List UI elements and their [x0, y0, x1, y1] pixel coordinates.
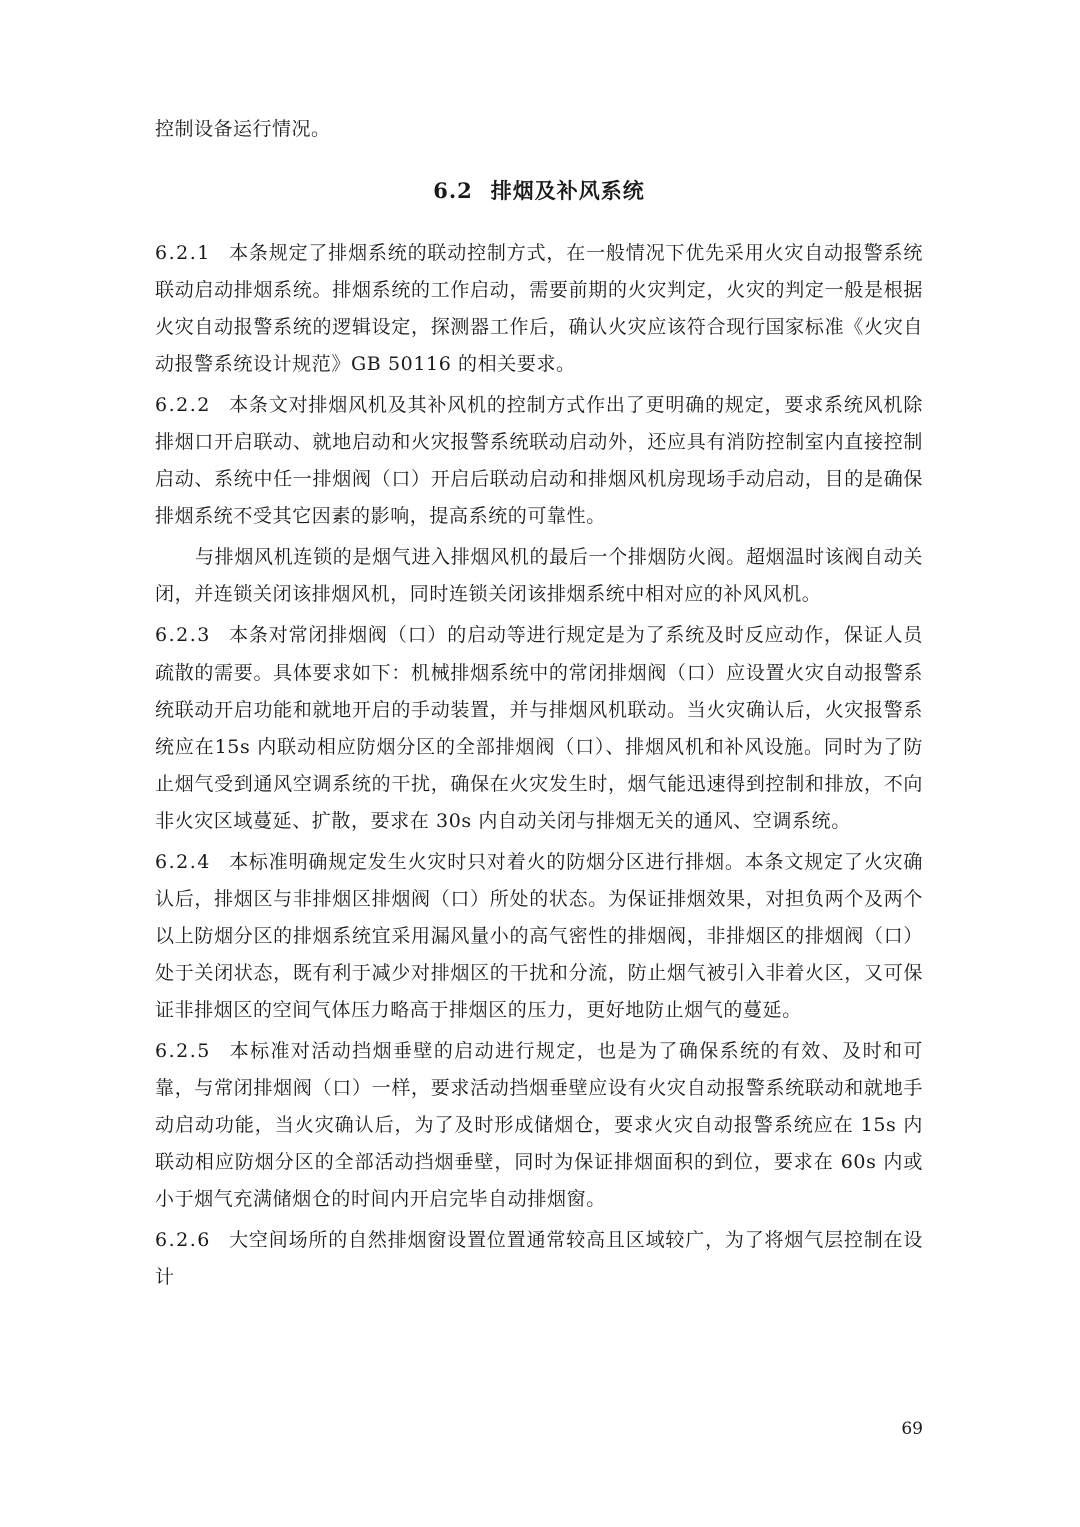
- page-number: 69: [901, 1419, 923, 1439]
- paragraph-text: 本标准明确规定发生火灾时只对着火的防烟分区进行排烟。本条文规定了火灾确认后，排烟区与非排烟区排烟阀（口）所处的状态。为保证排烟效果，对担负两个及两个以上防烟分区的排烟系统宜采用漏风量小的高气密性的排烟阀，非排烟区的排烟阀（口）处于关闭状态，既有利于减少对排烟区的干扰和分流，防止烟气被引入非着火区，又可保证非排烟区的空间气体压力略高于排烟区的压力，更好地防止烟气的蔓延。: [155, 850, 923, 1021]
- paragraph-index: 6.2.6: [155, 1229, 211, 1252]
- paragraph-text: 与排烟风机连锁的是烟气进入排烟风机的最后一个排烟防火阀。超烟温时该阀自动关闭，并连锁关闭该排烟风机，同时连锁关闭该排烟系统中相对应的补风风机。: [155, 546, 923, 606]
- paragraph-6-2-2-continued: [155, 539, 923, 613]
- paragraph-index: 6.2.3: [155, 624, 211, 647]
- paragraph-6-2-2: [155, 387, 923, 535]
- paragraph-text: 本标准对活动挡烟垂壁的启动进行规定，也是为了确保系统的有效、及时和可靠，与常闭排烟阀（口）一样，要求活动挡烟垂壁应设有火灾自动报警系统联动和就地手动启动功能，当火灾确认后，为了及时形成储烟仓，要求火灾自动报警系统应在 15s 内联动相应防烟分区的全部活动挡烟垂壁，同时为保证排烟面积的到位，要求在 60s 内或小于烟气充满储烟仓的时间内开启完毕自动排烟窗。: [155, 1039, 923, 1211]
- paragraph-6-2-6: [155, 1222, 923, 1296]
- paragraph-text: 本条对常闭排烟阀（口）的启动等进行规定是为了系统及时反应动作，保证人员疏散的需要。具体要求如下：机械排烟系统中的常闭排烟阀（口）应设置火灾自动报警系统联动开启功能和就地开启的手动装置，并与排烟风机联动。当火灾确认后，火灾报警系统应在15s 内联动相应防烟分区的全部排烟阀（口）、排烟风机和补风设施。同时为了防止烟气受到通风空调系统的干扰，确保在火灾发生时，烟气能迅速得到控制和排放，不向非火灾区域蔓延、扩散，要求在 30s 内自动关闭与排烟无关的通风、空调系统。: [155, 624, 923, 832]
- paragraph-text: 本条规定了排烟系统的联动控制方式，在一般情况下优先采用火灾自动报警系统联动启动排烟系统。排烟系统的工作启动，需要前期的火灾判定，火灾的判定一般是根据火灾自动报警系统的逻辑设定，探测器工作后，确认火灾应该符合现行国家标准《火灾自动报警系统设计规范》GB 50116 的相关要求。: [155, 242, 923, 376]
- paragraph-6-2-5: [155, 1033, 923, 1218]
- section-number: 6.2: [433, 178, 473, 203]
- paragraph-index: 6.2.5: [155, 1039, 211, 1062]
- paragraph-6-2-4: [155, 844, 923, 1029]
- page-content: [155, 120, 923, 1300]
- section-title-text: 排烟及补风系统: [490, 178, 645, 203]
- paragraph-text: 大空间场所的自然排烟窗设置位置通常较高且区域较广，为了将烟气层控制在设计: [155, 1229, 923, 1289]
- paragraph-index: 6.2.2: [155, 394, 211, 417]
- continuation-line: 控制设备运行情况。: [155, 118, 331, 140]
- paragraph-6-2-3: [155, 617, 923, 839]
- paragraph-index: 6.2.1: [155, 242, 211, 264]
- paragraph-text: 本条文对排烟风机及其补风机的控制方式作出了更明确的规定，要求系统风机除排烟口开启联动、就地启动和火灾报警系统联动启动外，还应具有消防控制室内直接控制启动、系统中任一排烟阀（口）开启后联动启动和排烟风机房现场手动启动，目的是确保排烟系统不受其它因素的影响，提高系统的可靠性。: [155, 394, 923, 528]
- paragraph-index: 6.2.4: [155, 850, 211, 873]
- section-heading: [155, 175, 923, 205]
- paragraph-6-2-1: [155, 235, 923, 383]
